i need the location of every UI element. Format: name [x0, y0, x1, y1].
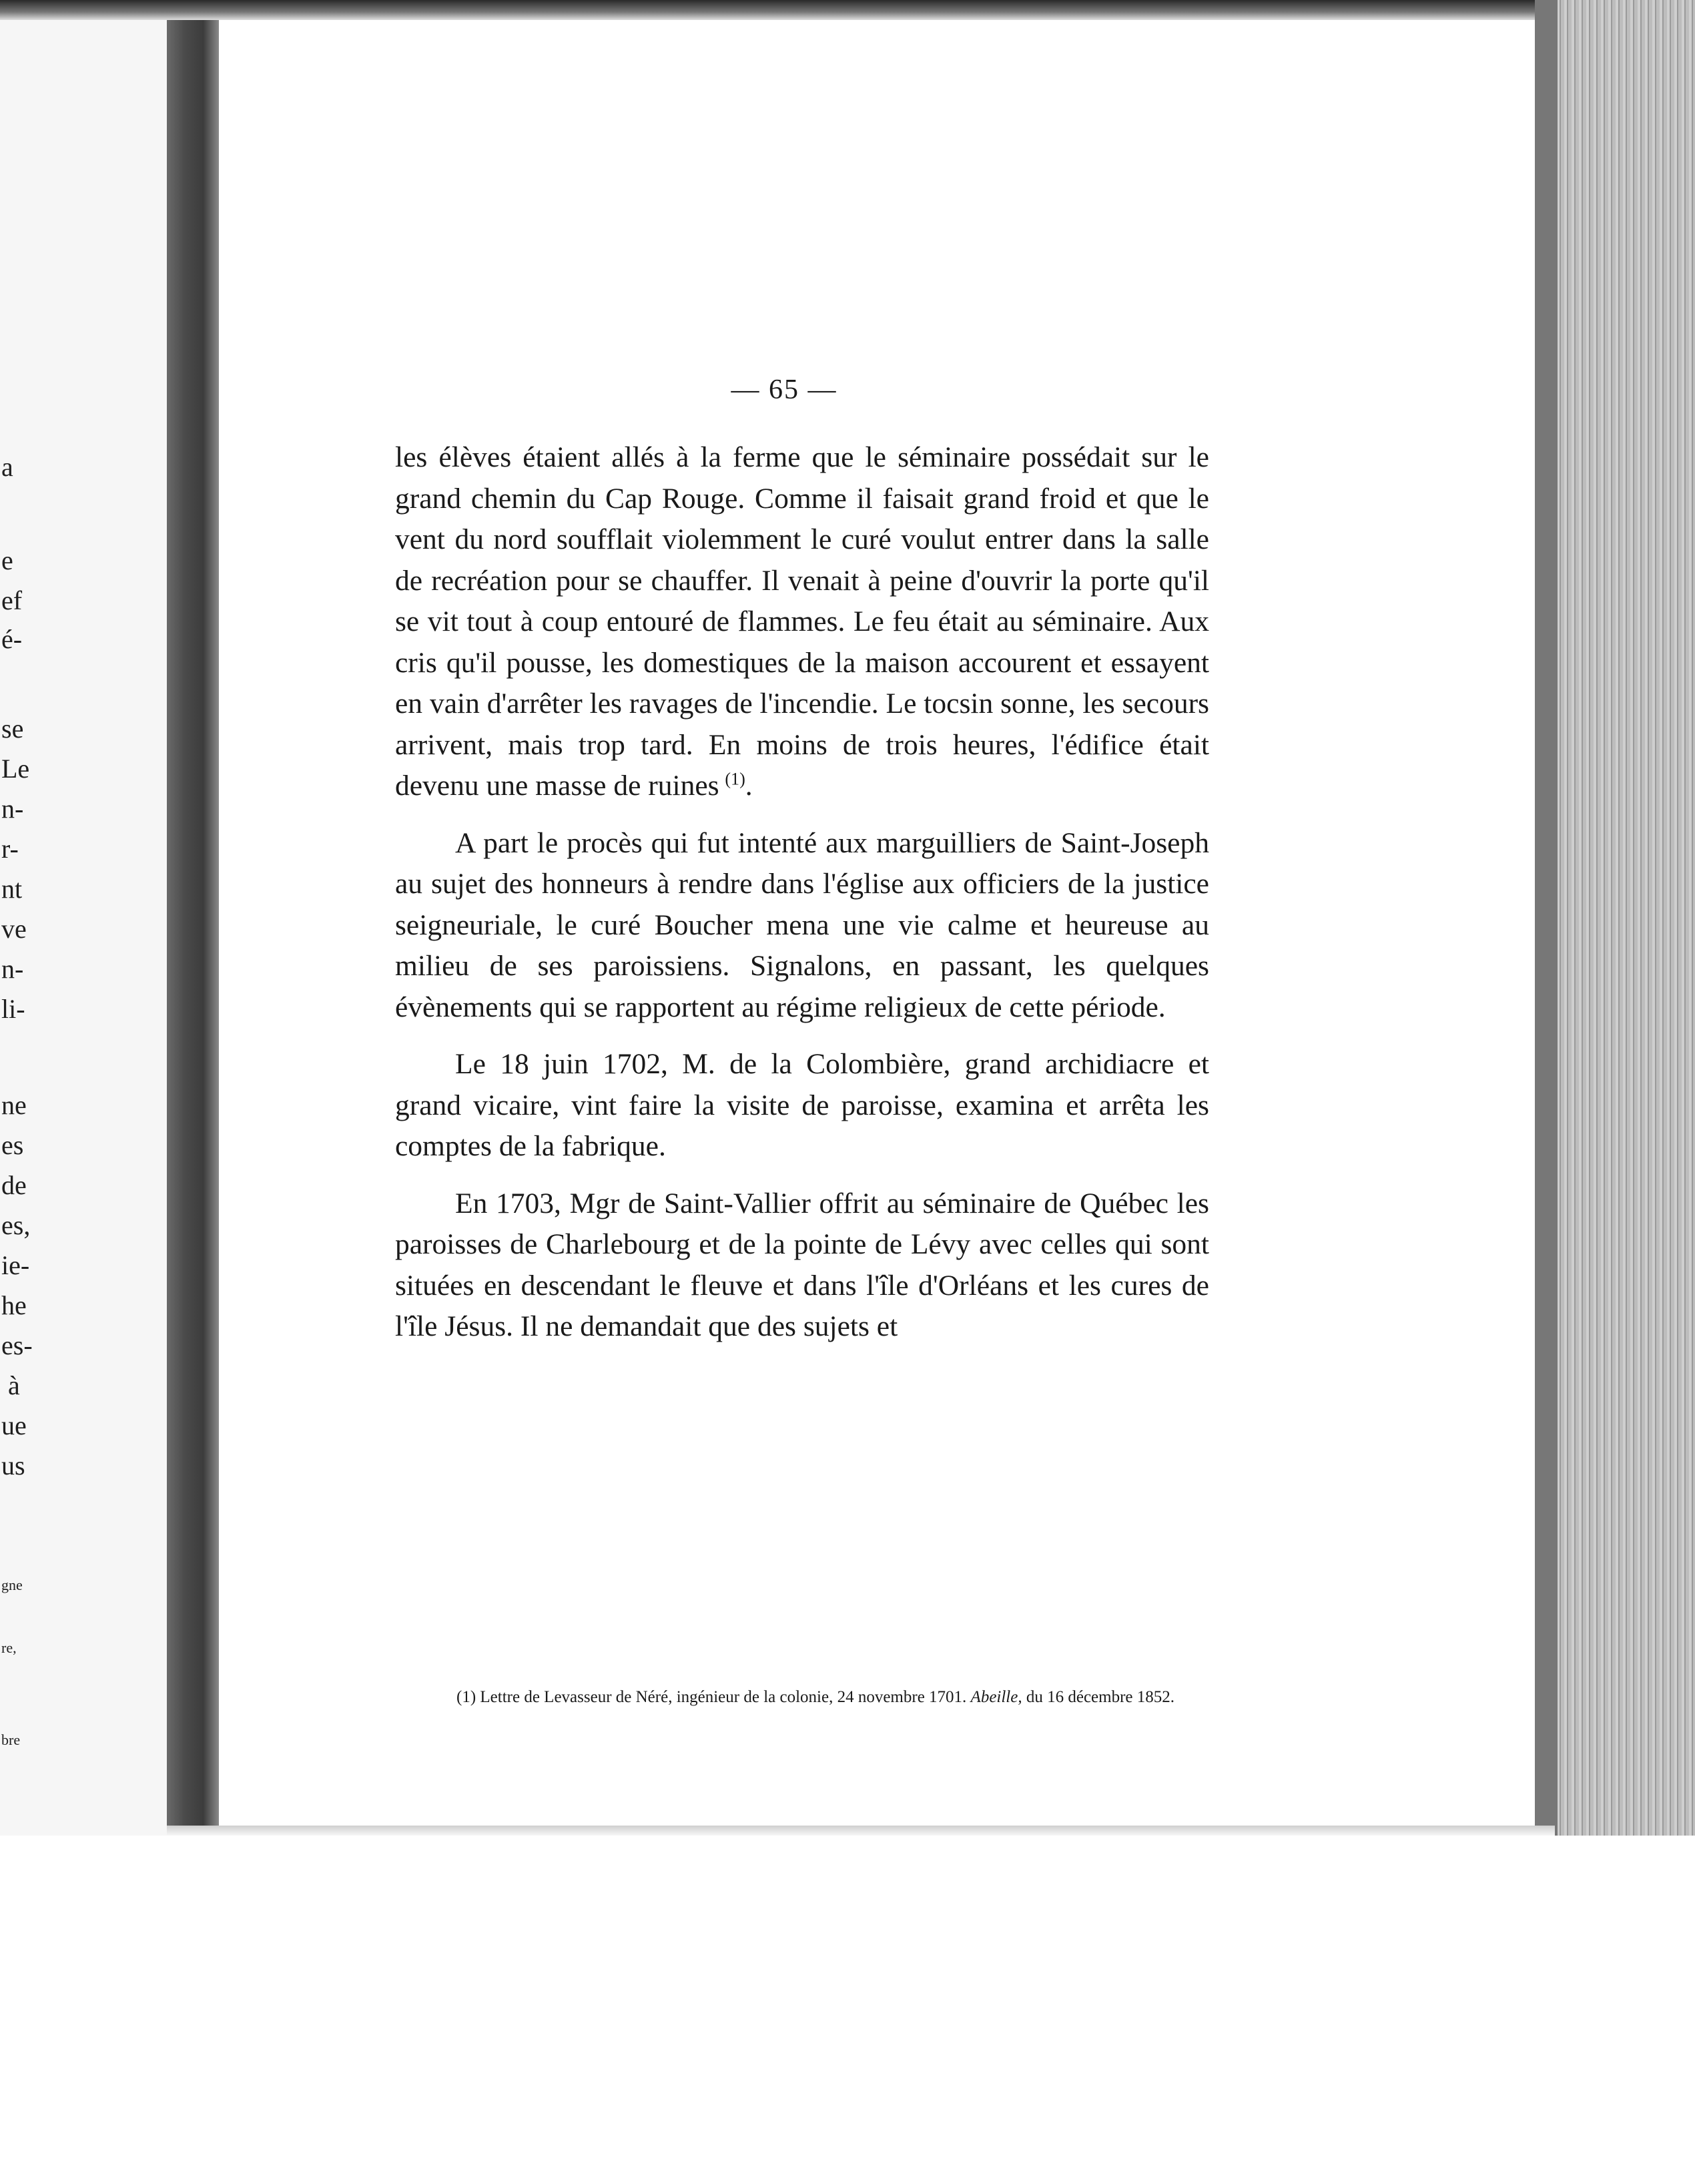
page-edge-shadow — [1535, 0, 1558, 1936]
page-edge-stack — [1535, 0, 1695, 1936]
margin-fragment: ne — [1, 1090, 27, 1120]
margin-fragment: é- — [1, 624, 23, 654]
footnote-reference[interactable]: (1) — [725, 769, 745, 789]
book-gutter-shadow — [167, 20, 219, 1836]
margin-fragment: es- — [1, 1330, 33, 1360]
paragraph: En 1703, Mgr de Saint-Vallier offrit au séminaire de Québec les paroisses de Charlebourg et de la pointe de Lévy avec celles qui sont situées en descendant le fleuve et dans l'île d'Orléans et les cures de l'île Jésus. Il ne demandait que des sujets et — [395, 1187, 1209, 1342]
margin-fragment: nt — [1, 874, 23, 904]
margin-fragment: n- — [1, 954, 24, 984]
margin-fragment: re, — [1, 1639, 17, 1656]
margin-fragment: r- — [1, 834, 19, 864]
margin-fragment: he — [1, 1290, 27, 1320]
margin-fragment: li- — [1, 994, 25, 1024]
margin-fragment: Le — [1, 754, 30, 784]
margin-fragment: es, — [1, 1210, 31, 1240]
margin-fragment: us — [1, 1450, 25, 1480]
paragraph-end: . — [745, 770, 753, 802]
scan-bottom-margin — [0, 1836, 1695, 2184]
margin-fragment: bre — [1, 1731, 21, 1748]
margin-fragment: ue — [1, 1410, 27, 1440]
body-text — [395, 437, 1209, 1348]
book-top-edge — [0, 0, 1695, 20]
margin-fragment: n- — [1, 794, 24, 824]
margin-fragment: a — [1, 452, 13, 482]
margin-fragment: e — [1, 545, 13, 575]
paragraph — [395, 437, 1209, 807]
footnote-marker: (1) — [456, 1688, 476, 1706]
margin-fragment: ve — [1, 914, 27, 944]
paragraph: A part le procès qui fut intenté aux marguilliers de Saint-Joseph au sujet des honneurs à rendre dans l'église aux officiers de la justice seigneuriale, le curé Boucher mena une vie calme et heureuse au milieu de ses paroissiens. Signalons, en passant, les quelques évènements qui se rapportent au régime religieux de cette période. — [395, 826, 1209, 1023]
margin-fragment: se — [1, 714, 24, 744]
footnotes — [416, 1687, 1220, 1707]
margin-fragment: à — [8, 1370, 20, 1400]
footnote — [416, 1687, 1220, 1707]
paragraph-text: les élèves étaient allés à la ferme que le séminaire possédait sur le grand chemin du Cap Rouge. Comme il faisait grand froid et que le vent du nord soufflait violemment le curé voulut entrer dans la salle de recréation pour se chauffer. Il venait à peine d'ouvrir la porte qu'il se vit tout à coup entouré de flammes. Le feu était au séminaire. Aux cris qu'il pousse, les domestiques de la maison accourent et essayent en vain d'arrêter les ravages de l'incendie. Le tocsin sonne, les secours arrivent, mais trop tard. En moins de trois heures, l'édifice était devenu une masse de ruines — [395, 441, 1209, 802]
footnote-source-title: Abeille, — [970, 1688, 1022, 1706]
margin-fragment: gne — [1, 1577, 23, 1593]
footnote-source-date: du 16 décembre 1852. — [1026, 1688, 1175, 1706]
margin-fragment: es — [1, 1130, 24, 1160]
margin-fragment: ef — [1, 585, 23, 615]
paragraph: Le 18 juin 1702, M. de la Colombière, grand archidiacre et grand vicaire, vint faire la visite de paroisse, examina et arrêta les comptes de la fabrique. — [395, 1048, 1209, 1162]
footnote-text: Lettre de Levasseur de Néré, ingénieur de la colonie, 24 novembre 1701. — [480, 1688, 967, 1706]
page-number: — 65 — — [731, 374, 837, 405]
margin-fragment: de — [1, 1170, 27, 1200]
margin-fragment: ie- — [1, 1250, 30, 1280]
